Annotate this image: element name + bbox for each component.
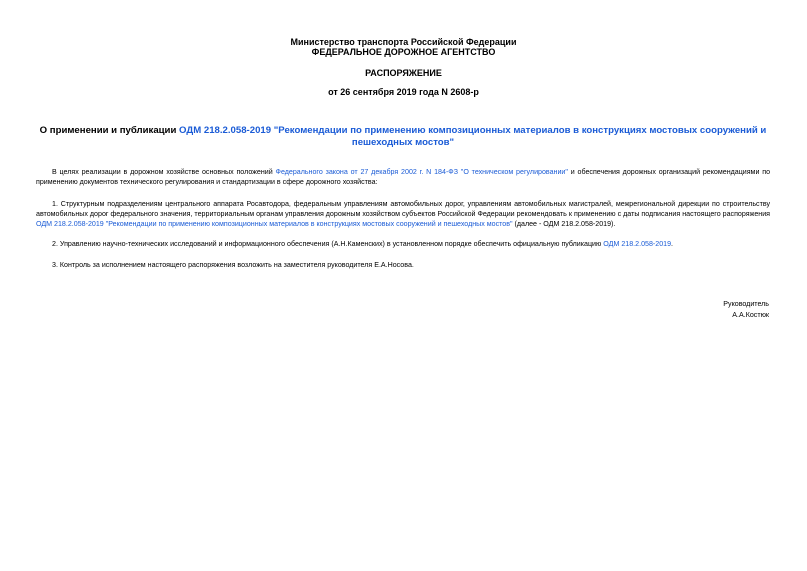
ministry-name: Министерство транспорта Российской Федерации [290, 37, 517, 47]
document-title [36, 125, 770, 149]
agency-name: ФЕДЕРАЛЬНОЕ ДОРОЖНОЕ АГЕНТСТВО [311, 47, 496, 57]
item-2-text-end: . [671, 240, 674, 248]
title-prefix: О применении и публикации [39, 125, 180, 136]
document-date: от 26 сентября 2019 года N 2608-р [328, 87, 479, 97]
intro-paragraph [36, 167, 770, 187]
title-odm-link[interactable]: ОДМ 218.2.058-2019 "Рекомендации по применению композиционных материалов в конструкциях мостовых сооружений и пешеходных мостов" [179, 125, 767, 148]
signature-position: Руководитель [723, 300, 769, 308]
federal-law-link[interactable]: Федерального закона от 27 декабря 2002 г. N 184-ФЗ "О техническом регулировании" [275, 168, 568, 176]
item-2-paragraph [36, 239, 770, 249]
intro-text-end: и обеспечения дорожных организаций рекомендациями по применению документов технического регулирования и стандартизации в сфере дорожного хозяйства: [36, 168, 771, 186]
item-1-text-start: 1. Структурным подразделениям центрального аппарата Росавтодора, федеральным управлениям автомобильных дорог, управлениям автомобильных магистралей, межрегиональной дирекции по строительству автомобильных дорог федерального значения, территориальным органам управления дорожным хозяйством субъектов Российской Федерации рекомендовать к применению с даты подписания настоящего распоряжения [36, 200, 770, 218]
item-1-paragraph [36, 199, 770, 229]
item-2-odm-link[interactable]: ОДМ 218.2.058-2019 [603, 240, 672, 248]
document-type: РАСПОРЯЖЕНИЕ [365, 68, 442, 78]
item-2-text-start: 2. Управлению научно-технических исследований и информационного обеспечения (А.Н.Каменских) в установленном порядке обеспечить официальную публикацию [52, 240, 604, 248]
item-1-odm-link[interactable]: ОДМ 218.2.058-2019 "Рекомендации по применению композиционных материалов в конструкциях мостовых сооружений и пешеходных мостов" [36, 220, 513, 228]
signature-name: А.А.Костюк [732, 311, 769, 319]
intro-text-start: В целях реализации в дорожном хозяйстве основных положений [52, 168, 276, 176]
item-1-text-end: (далее - ОДМ 218.2.058-2019). [512, 220, 616, 228]
item-3-paragraph: 3. Контроль за исполнением настоящего распоряжения возложить на заместителя руководителя Е.А.Носова. [52, 261, 414, 269]
